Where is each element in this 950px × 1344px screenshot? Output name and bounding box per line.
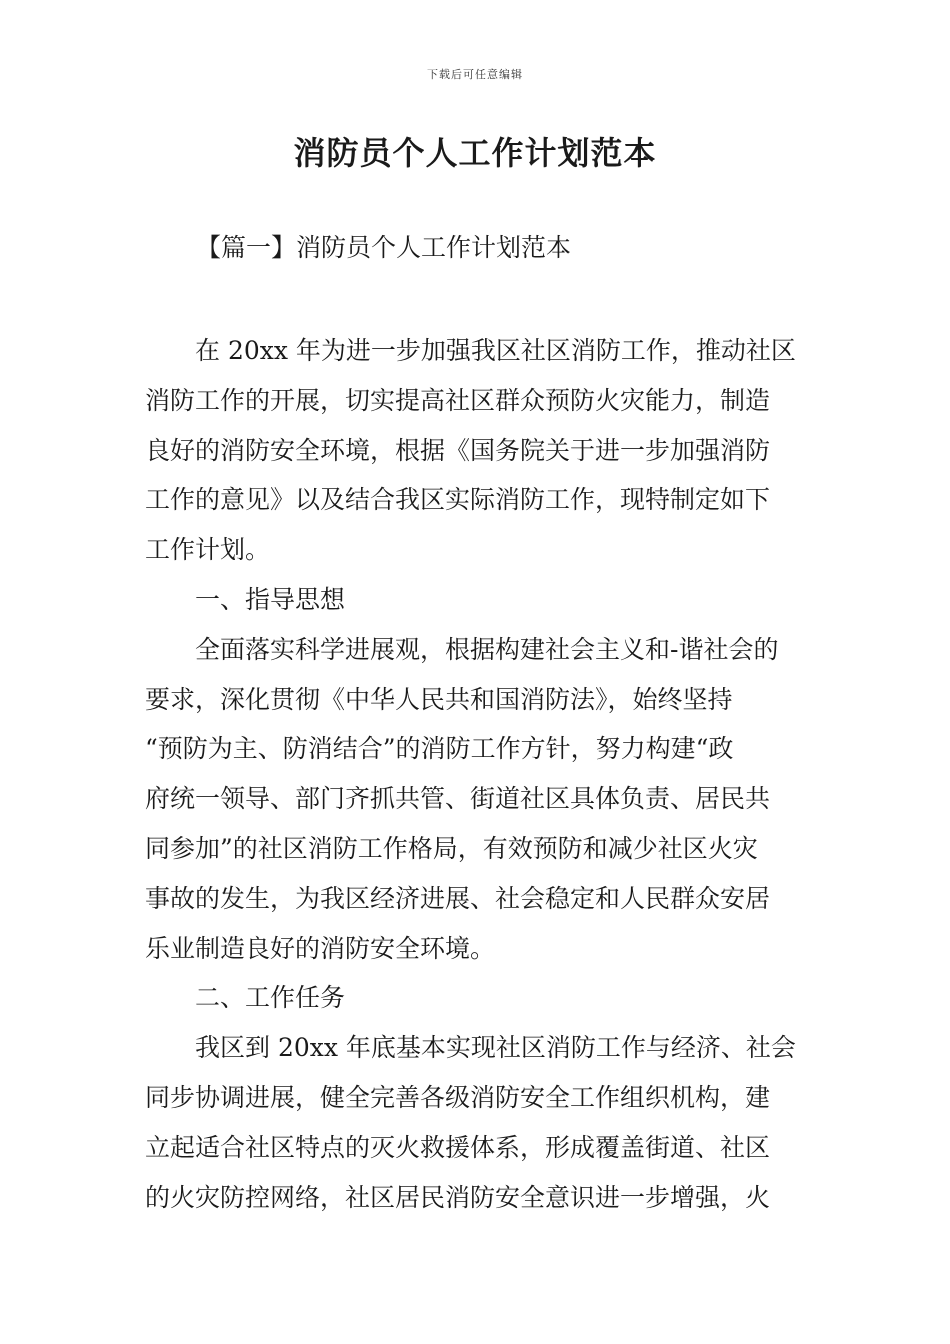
text-line: 二、工作任务 bbox=[195, 983, 346, 1013]
text-line: 同步协调进展，健全完善各级消防安全工作组织机构，建 bbox=[145, 1082, 771, 1112]
heading-guiding-ideology bbox=[145, 575, 809, 625]
text-line: 立起适合社区特点的灭火救援体系，形成覆盖街道、社区 bbox=[145, 1132, 771, 1162]
section-heading: 【篇一】消防员个人工作计划范本 bbox=[196, 233, 572, 262]
text-line: 全面落实科学进展观，根据构建社会主义和-谐社会的 bbox=[195, 634, 779, 664]
paragraph-work-tasks bbox=[145, 1023, 809, 1222]
text-line: 要求，深化贯彻《中华人民共和国消防法》，始终坚持 bbox=[145, 684, 733, 714]
text-line: 在 20xx 年为进一步加强我区社区消防工作，推动社区 bbox=[195, 336, 796, 365]
text-line: 同参加”的社区消防工作格局，有效预防和减少社区火灾 bbox=[145, 833, 758, 863]
text-line: 工作计划。 bbox=[145, 535, 271, 565]
text-line: 一、指导思想 bbox=[195, 584, 346, 614]
text-line: “预防为主、防消结合”的消防工作方针，努力构建“政 bbox=[145, 734, 734, 764]
document-title: 消防员个人工作计划范本 bbox=[293, 134, 657, 172]
text-line: 事故的发生，为我区经济进展、社会稳定和人民群众安居 bbox=[145, 883, 771, 913]
text-line: 我区到 20xx 年底基本实现社区消防工作与经济、社会 bbox=[195, 1033, 796, 1063]
text-line: 工作的意见》以及结合我区实际消防工作，现特制定如下 bbox=[145, 485, 771, 515]
paragraph-intro bbox=[145, 326, 809, 575]
paragraph-guiding-ideology bbox=[145, 625, 809, 974]
document-body bbox=[145, 326, 809, 1222]
text-line: 的火灾防控网络，社区居民消防安全意识进一步增强，火 bbox=[145, 1182, 771, 1212]
text-line: 良好的消防安全环境，根据《国务院关于进一步加强消防 bbox=[145, 435, 771, 465]
header-note: 下载后可任意编辑 bbox=[427, 68, 523, 81]
text-line: 消防工作的开展，切实提高社区群众预防火灾能力，制造 bbox=[145, 385, 771, 415]
heading-work-tasks bbox=[145, 973, 809, 1023]
text-line: 乐业制造良好的消防安全环境。 bbox=[145, 933, 496, 963]
text-line: 府统一领导、部门齐抓共管、街道社区具体负责、居民共 bbox=[145, 784, 771, 814]
